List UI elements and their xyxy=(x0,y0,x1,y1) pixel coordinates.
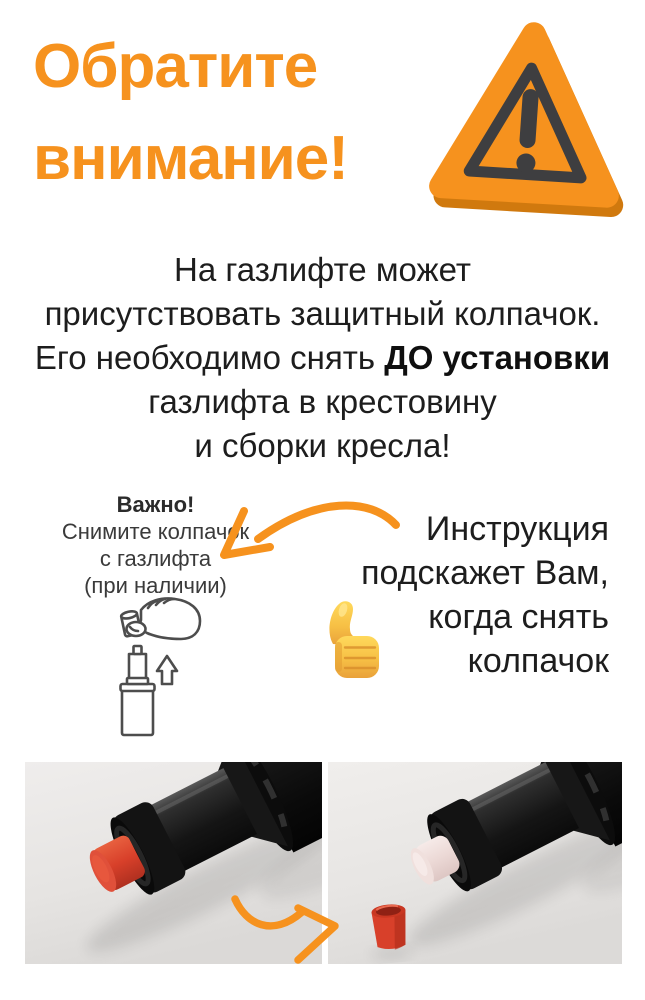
page-title-line1: Обратите xyxy=(33,32,318,101)
notice-line4: газлифта в крестовину xyxy=(148,383,497,420)
notice-line1: На газлифте может xyxy=(174,251,471,288)
instruction-line4: колпачок xyxy=(467,642,609,680)
important-note-line2: с газлифта xyxy=(99,546,212,571)
notice-line3-regular: Его необходимо снять xyxy=(34,339,385,376)
gas-lift-cap-removed-photo xyxy=(328,762,622,964)
important-note-title: Важно! xyxy=(116,492,195,517)
thumbs-up-icon xyxy=(323,596,385,682)
notice-line2: присутствовать защитный колпачок. xyxy=(44,295,601,332)
important-note-line3: (при наличии) xyxy=(84,573,227,598)
instruction-line1: Инструкция xyxy=(425,510,609,548)
notice-line3-bold: ДО установки xyxy=(384,339,611,376)
instruction-line3: когда снять xyxy=(428,598,609,636)
notice-text xyxy=(0,248,645,468)
notice-line3 xyxy=(0,336,645,380)
notice-line5: и сборки кресла! xyxy=(194,427,451,464)
page-title xyxy=(33,21,348,205)
page-title-line2: внимание! xyxy=(33,124,348,193)
instruction-line2: подскажет Вам, xyxy=(361,554,609,592)
curved-arrow-right-icon xyxy=(228,888,346,972)
important-note-line1: Снимите колпачок xyxy=(61,519,250,544)
instruction-note xyxy=(179,507,609,683)
warning-triangle-icon xyxy=(428,14,628,219)
